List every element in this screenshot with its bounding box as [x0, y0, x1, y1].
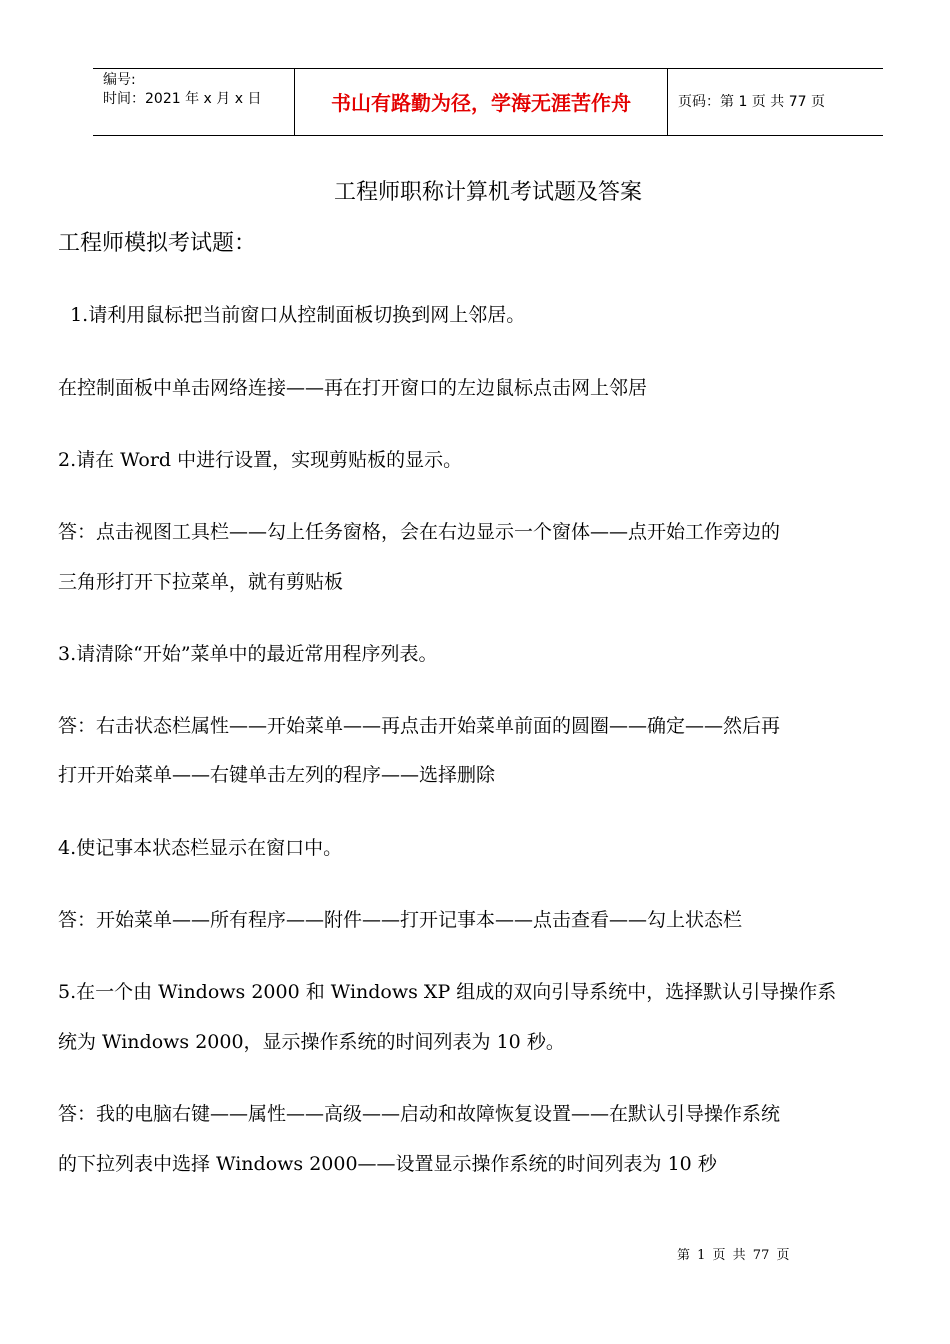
paragraph-line: 答：点击视图工具栏——勾上任务窗格，会在右边显示一个窗体——点开始工作旁边的 [58, 521, 781, 543]
paragraph-line: 的下拉列表中选择 Windows 2000——设置显示操作系统的时间列表为 10 秒 [58, 1153, 717, 1175]
paragraph-line: 答：我的电脑右键——属性——高级——启动和故障恢复设置——在默认引导操作系统 [58, 1103, 781, 1125]
time-label: 时间：2021 年 x 月 x 日 [103, 91, 262, 107]
paragraph-line: 答：开始菜单——所有程序——附件——打开记事本——点击查看——勾上状态栏 [58, 909, 743, 931]
header-meta [103, 71, 261, 109]
paragraph-line: 2.请在 Word 中进行设置，实现剪贴板的显示。 [58, 449, 463, 471]
paragraph-line: 3.请清除“开始”菜单中的最近常用程序列表。 [58, 643, 438, 665]
document-title: 工程师职称计算机考试题及答案 [333, 180, 642, 205]
paragraph-line: 4.使记事本状态栏显示在窗口中。 [58, 837, 343, 859]
section-heading: 工程师模拟考试题： [58, 231, 257, 256]
page-footer: 第 1 页 共 77 页 [677, 1248, 790, 1263]
paragraph-line: 答：右击状态栏属性——开始菜单——再点击开始菜单前面的圆圈——确定——然后再 [58, 715, 781, 737]
header-table [93, 68, 883, 136]
paragraph-line: 打开开始菜单——右键单击左列的程序——选择删除 [58, 764, 496, 786]
header-divider [667, 69, 668, 135]
header-motto: 书山有路勤为径，学海无涯苦作舟 [331, 91, 631, 115]
paragraph-line: 5.在一个由 Windows 2000 和 Windows XP 组成的双向引导系统中，选择默认引导操作系 [58, 981, 837, 1003]
number-label: 编号: [103, 72, 136, 88]
paragraph-line: 在控制面板中单击网络连接——再在打开窗口的左边鼠标点击网上邻居 [58, 377, 648, 399]
paragraph-line: 统为 Windows 2000，显示操作系统的时间列表为 10 秒。 [58, 1031, 565, 1053]
header-page-label: 页码：第 1 页 共 77 页 [678, 94, 825, 110]
paragraph-line: 三角形打开下拉菜单，就有剪贴板 [58, 571, 344, 593]
paragraph-line: 1.请利用鼠标把当前窗口从控制面板切换到网上邻居。 [58, 304, 526, 326]
